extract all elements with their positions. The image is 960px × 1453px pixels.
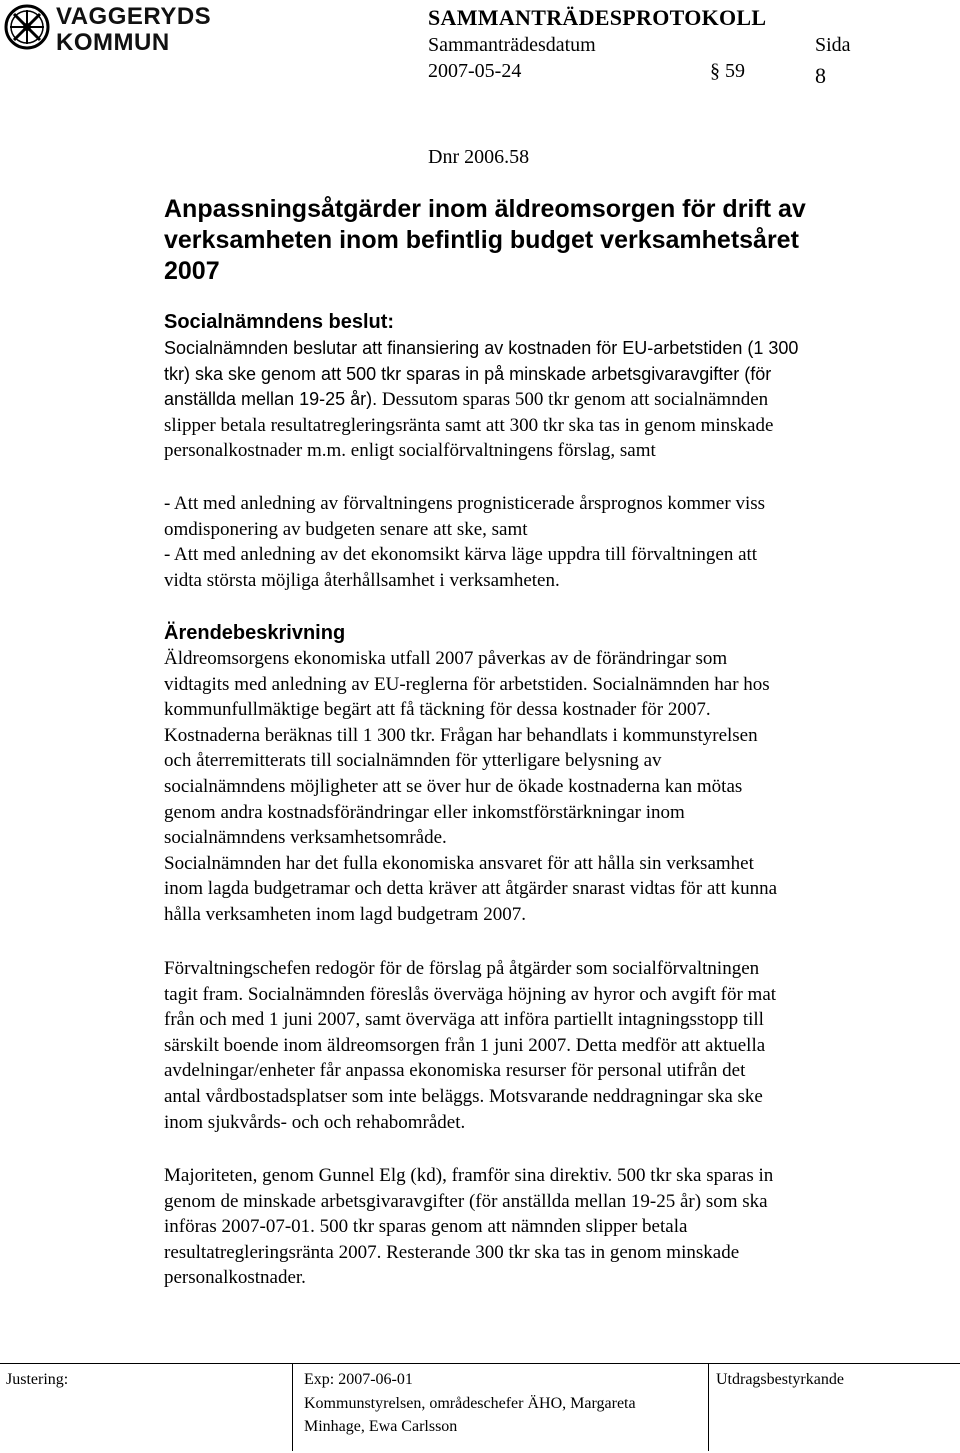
paragraph-line: inom sjukvårds- och och rehabområdet. bbox=[164, 1111, 466, 1133]
decision-text bbox=[164, 336, 924, 464]
decision-line: tkr) ska ske genom att 500 tkr sparas in på minskade arbetsgivaravgifter (för bbox=[164, 363, 772, 384]
description-paragraph-1 bbox=[164, 646, 924, 928]
paragraph-line: Majoriteten, genom Gunnel Elg (kd), framför sina direktiv. 500 tkr ska sparas in bbox=[164, 1165, 774, 1186]
paragraph-line: och återremitterats till socialnämnden för ytterligare belysning av bbox=[164, 750, 662, 772]
paragraph-line: Socialnämnden har det fulla ekonomiska ansvaret för att hålla sin verksamhet bbox=[164, 852, 754, 874]
paragraph-line: inom lagda budgetramar och detta kräver att åtgärder snarast vidtas för att kunna bbox=[164, 878, 778, 900]
document-type: SAMMANTRÄDESPROTOKOLL bbox=[428, 5, 767, 30]
decision-serif-segment: Dessutom sparas 500 tkr genom att socialnämnden bbox=[377, 389, 769, 411]
meeting-date: 2007-05-24 bbox=[428, 60, 522, 82]
footer bbox=[0, 1363, 960, 1453]
title-line: verksamheten inom befintlig budget verksamhetsåret bbox=[164, 226, 799, 254]
paragraph-line: hålla verksamheten inom lagd budgetram 2007. bbox=[164, 903, 526, 925]
recipients-line: Minhage, Ewa Carlsson bbox=[304, 1418, 458, 1435]
decision-heading: Socialnämndens beslut: bbox=[164, 311, 395, 333]
decision-line: Socialnämnden beslutar att finansiering av kostnaden för EU-arbetstiden (1 300 bbox=[164, 338, 799, 358]
bullet-line: - Att med anledning av förvaltningens prognisticerade årsprognos kommer viss bbox=[164, 493, 766, 514]
decision-line-mixed bbox=[164, 387, 924, 413]
meeting-date-label: Sammanträdesdatum bbox=[428, 34, 596, 56]
paragraph-line: vidtagits med anledning av EU-reglerna för arbetstiden. Socialnämnden har hos bbox=[164, 673, 770, 695]
paragraph-line: resultatregleringsränta 2007. Resterande 300 tkr ska tas in genom minskade bbox=[164, 1241, 740, 1263]
paragraph-line: tagit fram. Socialnämnden föreslås överväga höjning av hyror och avgift för mat bbox=[164, 983, 777, 1005]
paragraph-line: Förvaltningschefen redogör för de förslag på åtgärder som socialförvaltningen bbox=[164, 958, 760, 979]
page-label: Sida bbox=[815, 34, 851, 56]
decision-line: personalkostnader m.m. enligt socialförvaltningens förslag, samt bbox=[164, 440, 656, 462]
page-title bbox=[164, 194, 934, 287]
paragraph-line: Kostnaderna beräknas till 1 300 tkr. Frågan har behandlats i kommunstyrelsen bbox=[164, 724, 758, 746]
municipality-logo bbox=[0, 0, 240, 62]
paragraph-line: socialnämndens möjligheter att se över hur de ökade kostnaderna kan mötas bbox=[164, 775, 743, 797]
paragraph-line: socialnämndens verksamhetsområde. bbox=[164, 827, 447, 849]
decision-line: slipper betala resultatregleringsränta samt att 300 tkr ska tas in genom minskade bbox=[164, 414, 774, 436]
logo-line-1: VAGGERYDS bbox=[56, 3, 212, 30]
extract-certification-label: Utdragsbestyrkande bbox=[716, 1371, 844, 1388]
footer-column-divider bbox=[292, 1363, 293, 1451]
paragraph-line: personalkostnader. bbox=[164, 1267, 306, 1289]
bullet-line: - Att med anledning av det ekonomsikt kärva läge uppdra till förvaltningen att bbox=[164, 544, 758, 566]
title-line: 2007 bbox=[164, 257, 220, 285]
logo-wordmark bbox=[56, 4, 211, 56]
description-paragraph-3 bbox=[164, 1163, 924, 1291]
decision-bullets bbox=[164, 491, 924, 593]
paragraph-line: från och med 1 juni 2007, samt överväga att införa partiellt intagningsstopp till bbox=[164, 1009, 764, 1031]
justering-label: Justering: bbox=[6, 1371, 69, 1388]
paragraph-line: Äldreomsorgens ekonomiska utfall 2007 påverkas av de förändringar som bbox=[164, 648, 728, 669]
description-paragraph-2 bbox=[164, 956, 924, 1135]
page-number: 8 bbox=[815, 63, 826, 88]
paragraph-line: antal vårdbostadsplatser som inte beläggs. Motsvarande neddragningar ska ske bbox=[164, 1085, 763, 1107]
logo-line-2: KOMMUN bbox=[56, 29, 170, 56]
bullet-line: vidta största möjliga återhållsamhet i verksamheten. bbox=[164, 569, 560, 591]
paragraph-line: särskilt boende inom äldreomsorgen från 1 juni 2007. Detta medför att aktuella bbox=[164, 1034, 766, 1056]
paragraph-line: införas 2007-07-01. 500 tkr sparas genom att nämnden slipper betala bbox=[164, 1216, 688, 1238]
paragraph-number: § 59 bbox=[710, 60, 745, 82]
coat-of-arms-icon bbox=[4, 4, 50, 50]
decision-sans-segment: anställda mellan 19-25 år). bbox=[164, 389, 378, 410]
expedition-date: Exp: 2007-06-01 bbox=[304, 1371, 413, 1388]
recipients-line: Kommunstyrelsen, områdeschefer ÄHO, Margareta bbox=[304, 1395, 636, 1412]
footer-column-divider bbox=[708, 1363, 709, 1451]
footer-divider bbox=[0, 1363, 960, 1364]
paragraph-line: genom andra kostnadsförändringar eller inkomstförstärkningar inom bbox=[164, 801, 685, 823]
description-heading: Ärendebeskrivning bbox=[164, 622, 346, 644]
paragraph-line: genom de minskade arbetsgivaravgifter (för anställda mellan 19-25 år) som ska bbox=[164, 1190, 768, 1212]
bullet-line: omdisponering av budgeten senare att ske, samt bbox=[164, 518, 528, 540]
diary-number: Dnr 2006.58 bbox=[428, 146, 530, 168]
title-line: Anpassningsåtgärder inom äldreomsorgen för drift av bbox=[164, 195, 806, 223]
paragraph-line: avdelningar/enheter får anpassa ekonomiska resurser för personal utifrån det bbox=[164, 1060, 746, 1082]
paragraph-line: kommunfullmäktige begärt att få täckning för dessa kostnader för 2007. bbox=[164, 699, 711, 721]
